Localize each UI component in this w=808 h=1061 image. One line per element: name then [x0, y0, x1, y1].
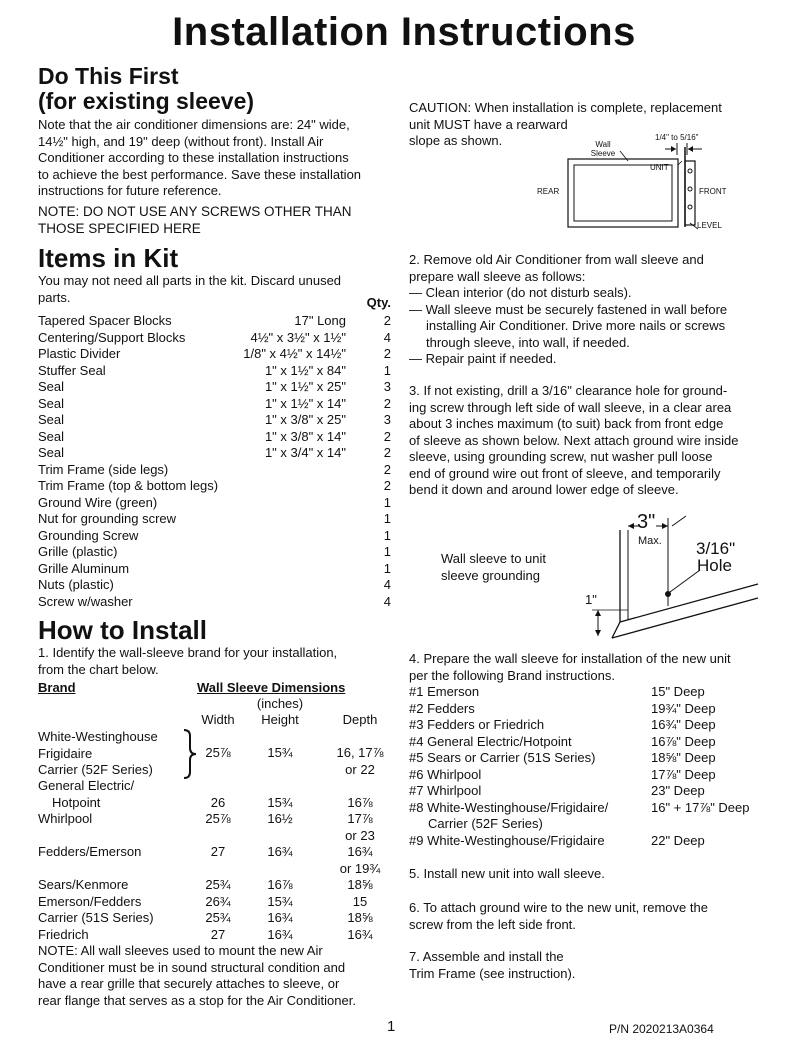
rear-label: REAR	[537, 187, 560, 196]
brand-depth: 16⅞" Deep	[651, 733, 716, 749]
text-line: 14½" high, and 19" deep (without front). Install Air	[38, 133, 324, 149]
brand-header: Brand	[38, 680, 76, 695]
text-line: to achieve the best performance. Save these installation	[38, 166, 362, 182]
kit-heading: Items in Kit	[38, 243, 179, 273]
text-line: 2. Remove old Air Conditioner from wall sleeve and	[409, 252, 704, 267]
bullet-line: — Wall sleeve must be securely fastened in wall before	[409, 301, 728, 317]
text-line: have a rear grille that securely attaches to sleeve, or	[38, 976, 340, 991]
text-line: instructions for future reference.	[38, 183, 222, 198]
step3-text	[409, 383, 739, 499]
brand-instruction: #3 Fedders or Friedrich	[409, 717, 545, 732]
do-first-subheading: (for existing sleeve)	[38, 88, 255, 114]
kit-item-name: Grounding Screw	[38, 527, 139, 543]
kit-item-name: Seal	[38, 412, 65, 427]
kit-item-name: Seal	[38, 445, 65, 460]
kit-intro	[38, 273, 341, 306]
brand-depth: 15" Deep	[651, 684, 705, 699]
dims-brand: Carrier (51S Series)	[38, 910, 154, 925]
kit-item-size: 1" x 3/4" x 14"	[264, 445, 346, 460]
dims-brand: Friedrich	[38, 926, 89, 942]
text-line: sleeve, using grounding screw, nut washer pull loose	[409, 449, 713, 464]
depth-line: 16, 17⅞	[336, 745, 384, 760]
kit-item-qty: 2	[383, 313, 391, 328]
kit-item-name: Tapered Spacer Blocks	[38, 313, 172, 328]
kit-item-name: Centering/Support Blocks	[38, 329, 186, 345]
dims-depth: 18⅝	[347, 877, 373, 892]
step7-text	[409, 949, 575, 982]
bullet-line: installing Air Conditioner. Drive more nails or screws	[426, 318, 726, 333]
text-line: bend it down and around lower edge of sleeve.	[409, 482, 679, 497]
kit-item-qty: 2	[383, 395, 391, 411]
dims-width: 26	[210, 794, 226, 810]
kit-item-size: 17" Long	[294, 313, 346, 328]
brand-depth: 23" Deep	[651, 783, 705, 798]
kit-item-qty: 1	[383, 544, 391, 559]
kit-item-size: 1" x 1½" x 25"	[264, 379, 346, 394]
brand-name: Frigidaire	[38, 745, 93, 761]
brand-name: Carrier (52F Series)	[38, 762, 153, 777]
text-line: end of ground wire out front of sleeve, and temporarily	[409, 465, 721, 481]
brand-instruction: Carrier (52F Series)	[428, 816, 543, 831]
text-line: THOSE SPECIFIED HERE	[38, 220, 201, 236]
dims-brand: General Electric/	[38, 778, 135, 793]
grounding-drawing	[580, 510, 760, 650]
inches-label: (inches)	[256, 696, 304, 711]
kit-item-qty: 3	[383, 379, 391, 394]
text-line: prepare wall sleeve as follows:	[409, 268, 586, 284]
kit-item-size: 1" x 3/8" x 25"	[264, 412, 346, 427]
kit-item-size: 1" x 1½" x 84"	[264, 362, 346, 378]
text-line: 6. To attach ground wire to the new unit, remove the	[409, 900, 708, 915]
do-first-note	[38, 204, 352, 237]
kit-item-name: Grille Aluminum	[38, 560, 130, 576]
bullet-line: — Repair paint if needed.	[409, 351, 557, 366]
text-line: screw from the left side front.	[409, 916, 576, 932]
step5-text: 5. Install new unit into wall sleeve.	[409, 866, 605, 881]
width-header: Width	[201, 712, 235, 727]
kit-item-size: 1" x 1½" x 14"	[264, 395, 346, 411]
dims-depth: 16⅞	[347, 794, 373, 810]
kit-item-qty: 4	[383, 577, 391, 592]
kit-item-qty: 3	[383, 412, 391, 427]
step2-text	[409, 252, 704, 285]
install-note	[38, 943, 356, 1009]
depth-line: or 22	[345, 761, 375, 777]
kit-item-name: Trim Frame (side legs)	[38, 461, 169, 477]
kit-item-name: Ground Wire (green)	[38, 494, 158, 510]
text-line: Conditioner according to these installation instructions	[38, 150, 349, 165]
kit-item-qty: 2	[383, 445, 391, 460]
text-line: CAUTION: When installation is complete, replacement	[409, 100, 722, 115]
dims-header: Wall Sleeve Dimensions	[197, 680, 346, 695]
kit-item-name: Seal	[38, 395, 65, 411]
brand-name: White-Westinghouse	[38, 729, 158, 744]
three-inch-label: 3"	[637, 511, 656, 533]
text-line: Trim Frame (see instruction).	[409, 965, 576, 981]
brand-instruction: #6 Whirlpool	[409, 766, 482, 782]
group-width: 25⅞	[205, 745, 231, 760]
dims-width: 25⅞	[205, 811, 231, 826]
step4-text	[409, 651, 731, 684]
dims-brand: Fedders/Emerson	[38, 844, 142, 859]
kit-item-name: Screw w/washer	[38, 593, 133, 609]
text-line: NOTE: All wall sleeves used to mount the new Air	[38, 943, 323, 958]
one-inch-label: 1"	[585, 592, 597, 607]
dims-brand: Whirlpool	[38, 811, 93, 826]
step2-bullets	[409, 285, 727, 368]
brand-instruction: #8 White-Westinghouse/Frigidaire/	[409, 799, 609, 815]
kit-item-name: Stuffer Seal	[38, 362, 106, 378]
front-label: FRONT	[699, 187, 727, 196]
height-header: Height	[261, 712, 299, 727]
install-heading: How to Install	[38, 615, 207, 645]
part-number: P/N 2020213A0364	[609, 1022, 714, 1036]
text-line: 3. If not existing, drill a 3/16" clearance hole for ground-	[409, 383, 728, 398]
kit-item-qty: 1	[383, 494, 391, 510]
ground-caption	[441, 551, 546, 584]
text-line: rear flange that serves as a stop for the Air Conditioner.	[38, 992, 356, 1008]
text-line: 7. Assemble and install the	[409, 949, 564, 964]
kit-item-qty: 1	[383, 527, 391, 543]
dims-depth: 16¾	[347, 926, 373, 942]
kit-item-name: Trim Frame (top & bottom legs)	[38, 478, 219, 493]
label-line: Wall	[595, 140, 611, 149]
step1-text	[38, 645, 337, 678]
bullet-line: through sleeve, into wall, if needed.	[426, 334, 630, 350]
group-depth	[325, 745, 395, 778]
gap-dimension: 1/4" to 5/16"	[655, 133, 699, 142]
do-first-heading: Do This First	[38, 63, 179, 89]
dims-height: 16½	[267, 811, 293, 826]
dims-brand: Hotpoint	[52, 794, 101, 810]
caption-line: Wall sleeve to unit	[441, 551, 547, 566]
caption-line: sleeve grounding	[441, 567, 541, 583]
do-first-paragraph	[38, 117, 398, 200]
brand-depth: 22" Deep	[651, 832, 705, 848]
label-line: Sleeve	[590, 149, 616, 158]
dims-height: 15¾	[267, 794, 293, 810]
text-line: ing screw through left side of wall sleeve, in a clear area	[409, 399, 732, 415]
brand-depth: 18⅝" Deep	[651, 750, 716, 765]
dims-brand: Emerson/Fedders	[38, 893, 142, 909]
kit-item-name: Nut for grounding screw	[38, 511, 177, 526]
text-line: parts.	[38, 289, 71, 305]
unit-label: UNIT	[650, 163, 669, 172]
depth-header: Depth	[342, 712, 378, 727]
brand-depth: 19¾" Deep	[651, 700, 716, 716]
brand-instruction: #9 White-Westinghouse/Frigidaire	[409, 832, 605, 848]
level-label: LEVEL	[697, 221, 722, 230]
dims-height: 16¾	[267, 910, 293, 925]
dims-brand: Sears/Kenmore	[38, 877, 129, 892]
brand-instruction: #2 Fedders	[409, 700, 475, 716]
text-line: about 3 inches maximum (to suit) back from front edge	[409, 416, 724, 431]
text-line: from the chart below.	[38, 661, 159, 677]
dims-width: 25¾	[205, 910, 231, 925]
dims-depth: or 19¾	[339, 860, 381, 876]
dims-depth: 16¾	[347, 844, 373, 859]
kit-item-name: Seal	[38, 428, 65, 444]
dims-depth: 18⅝	[347, 910, 373, 925]
brand-depth: 16" + 17⅞" Deep	[651, 799, 750, 815]
text-line: 4. Prepare the wall sleeve for installation of the new unit	[409, 651, 731, 666]
dims-depth: 17⅞	[347, 811, 373, 826]
dims-height: 16¾	[267, 926, 293, 942]
kit-item-size: 4½" x 3½" x 1½"	[250, 329, 346, 345]
hole-label: Hole	[697, 556, 732, 575]
kit-item-qty: 4	[383, 593, 391, 609]
dims-height: 15¾	[267, 893, 293, 909]
kit-item-name: Nuts (plastic)	[38, 577, 114, 592]
brand-group	[38, 729, 158, 779]
text-line: slope as shown.	[409, 133, 503, 148]
slope-drawing	[560, 135, 710, 235]
dims-width: 25¾	[205, 877, 231, 892]
kit-item-qty: 2	[383, 428, 391, 444]
text-line: 1. Identify the wall-sleeve brand for your installation,	[38, 645, 338, 660]
dims-width: 27	[210, 926, 226, 942]
kit-item-name: Grille (plastic)	[38, 544, 118, 559]
kit-item-qty: 2	[383, 346, 391, 361]
text-line: of sleeve as shown below. Next attach ground wire inside	[409, 432, 739, 448]
dims-width: 27	[210, 844, 226, 859]
text-line: per the following Brand instructions.	[409, 667, 615, 683]
kit-item-qty: 2	[383, 461, 391, 477]
qty-header: Qty.	[366, 295, 391, 310]
dims-height: 16⅞	[267, 877, 293, 892]
text-line: Conditioner must be in sound structural condition and	[38, 959, 346, 975]
dims-height: 16¾	[267, 844, 293, 859]
dims-depth: or 23	[345, 827, 375, 843]
brand-depth: 16¾" Deep	[651, 717, 716, 732]
text-line: Note that the air conditioner dimensions are: 24" wide,	[38, 117, 350, 132]
dims-depth: 15	[352, 893, 368, 909]
bullet-line: — Clean interior (do not disturb seals).	[409, 285, 632, 300]
text-line: NOTE: DO NOT USE ANY SCREWS OTHER THAN	[38, 204, 352, 219]
brand-instruction: #5 Sears or Carrier (51S Series)	[409, 750, 596, 765]
page-number: 1	[387, 1018, 396, 1035]
kit-item-qty: 1	[383, 560, 391, 576]
brand-instruction: #1 Emerson	[409, 684, 480, 699]
text-line: unit MUST have a rearward	[409, 116, 568, 132]
kit-item-size: 1" x 3/8" x 14"	[264, 428, 346, 444]
brand-depth: 17⅞" Deep	[651, 766, 716, 782]
kit-item-name: Seal	[38, 379, 65, 394]
max-label: Max.	[638, 535, 662, 547]
kit-item-qty: 4	[383, 329, 391, 345]
hole-size-label: 3/16"	[696, 539, 736, 558]
kit-item-name: Plastic Divider	[38, 346, 121, 361]
step6-text	[409, 900, 708, 933]
brand-instruction: #7 Whirlpool	[409, 783, 482, 798]
kit-item-size: 1/8" x 4½" x 14½"	[243, 346, 346, 361]
dims-width: 26¾	[205, 893, 231, 909]
page-title: Installation Instructions	[172, 10, 636, 54]
group-height: 15¾	[267, 745, 293, 760]
brand-instruction: #4 General Electric/Hotpoint	[409, 733, 572, 749]
kit-item-qty: 1	[383, 362, 391, 378]
kit-item-qty: 2	[383, 478, 391, 493]
kit-item-qty: 1	[383, 511, 391, 526]
text-line: You may not need all parts in the kit. Discard unused	[38, 273, 342, 288]
